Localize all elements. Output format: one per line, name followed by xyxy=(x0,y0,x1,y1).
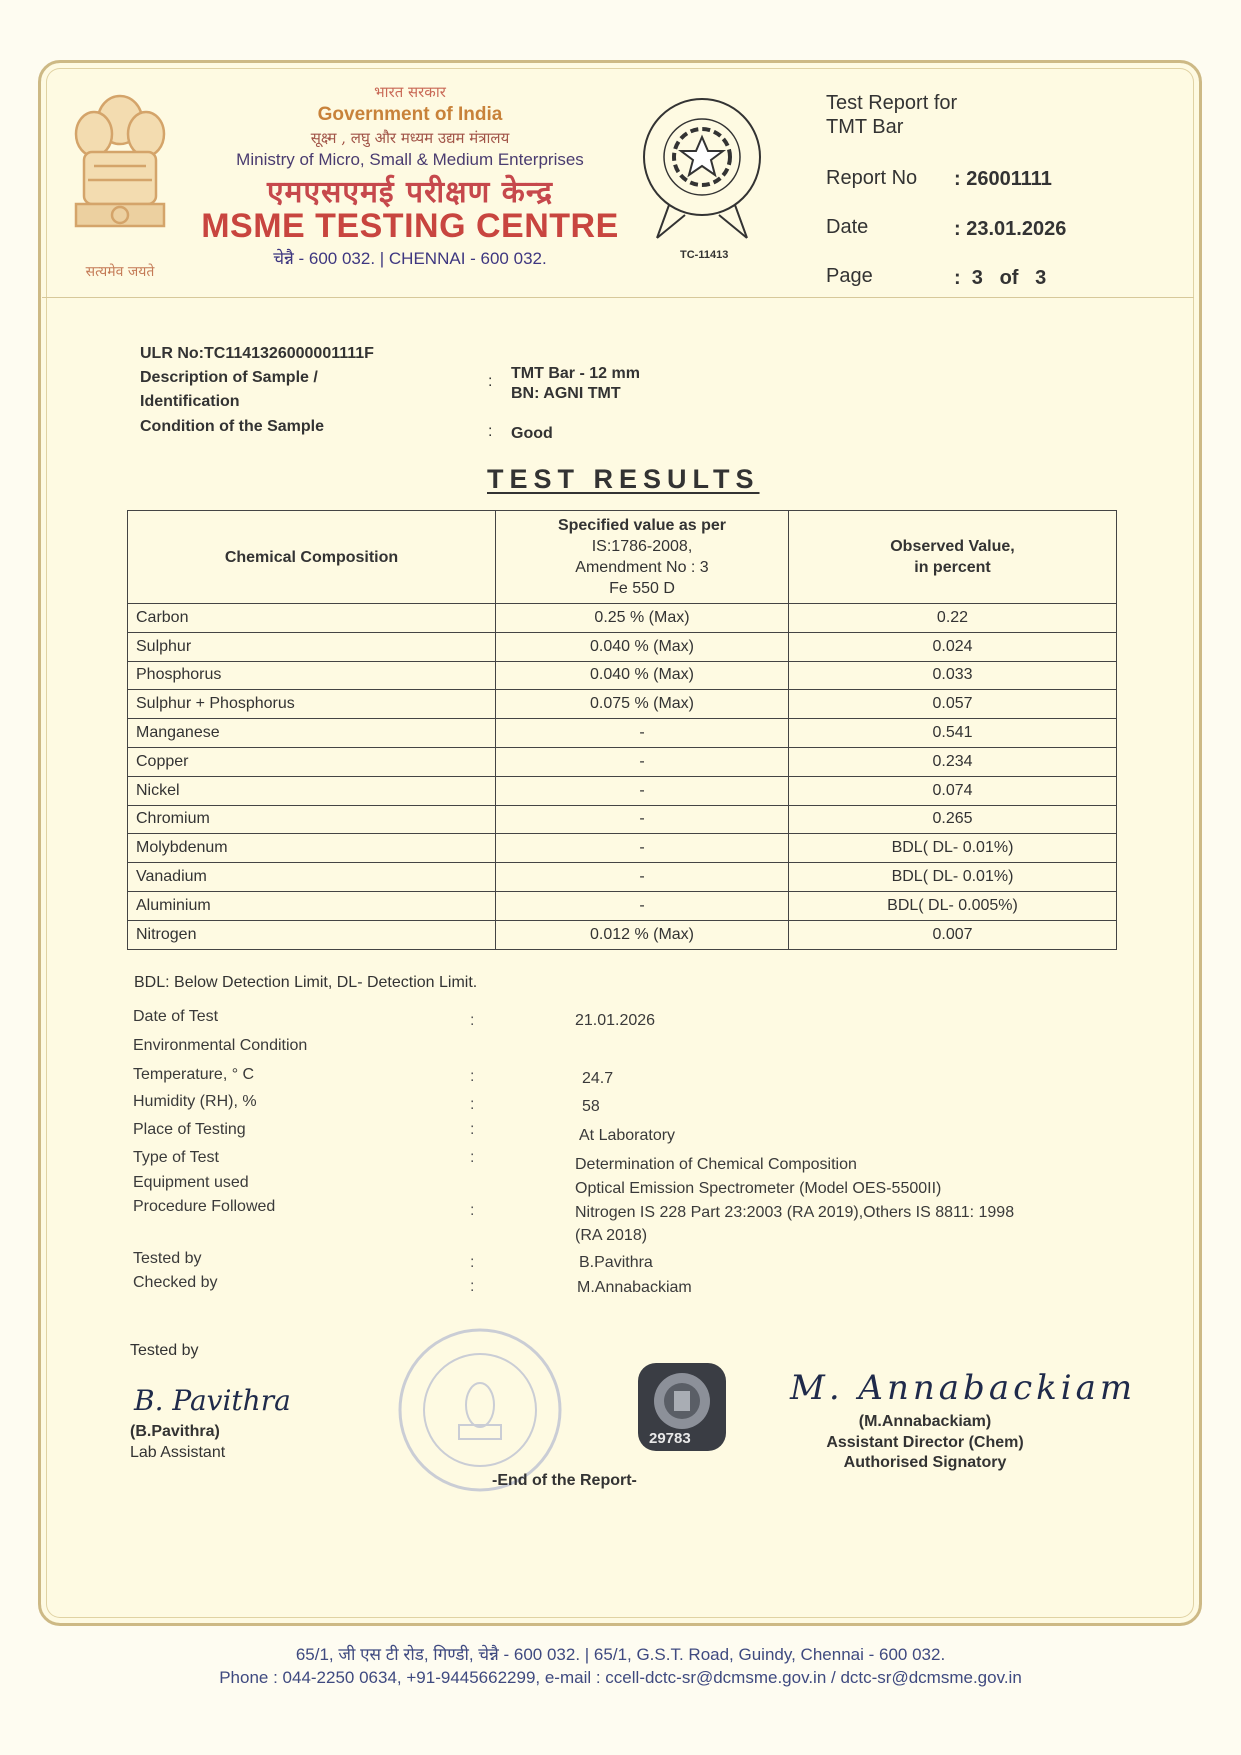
report-no-label: Report No xyxy=(826,167,918,189)
ministry-english-text: Ministry of Micro, Small & Medium Enterprises xyxy=(236,150,584,169)
spec-cell: 0.075 % (Max) xyxy=(496,690,789,719)
spec-cell: - xyxy=(496,834,789,863)
element-cell: Manganese xyxy=(128,719,496,748)
spec-cell: - xyxy=(496,863,789,892)
element-cell: Carbon xyxy=(128,604,496,633)
spec-cell: - xyxy=(496,776,789,805)
footer-contact: Phone : 044-2250 0634, +91-9445662299, e-mail : ccell-dctc-sr@dcmsme.gov.in / dctc-sr@dcmsme.gov.in xyxy=(219,1668,1022,1687)
colon: : xyxy=(470,1202,475,1219)
right-signatory-authority: Authorised Signatory xyxy=(843,1454,1007,1471)
page-label: Page xyxy=(826,265,873,287)
report-title-line1: Test Report for xyxy=(826,92,958,114)
ministry-hindi-text: सूक्ष्म , लघु और मध्यम उद्यम मंत्रालय xyxy=(310,129,510,147)
date-label: Date xyxy=(826,216,869,238)
spec-cell: 0.25 % (Max) xyxy=(496,604,789,633)
checked-by-value: M.Annabackiam xyxy=(577,1279,692,1296)
hologram-number: 29783 xyxy=(649,1430,691,1447)
description-label-1: Description of Sample / xyxy=(140,369,318,386)
spec-cell: - xyxy=(496,891,789,920)
results-table xyxy=(127,510,1117,950)
tested-by-label: Tested by xyxy=(133,1250,202,1267)
element-cell: Aluminium xyxy=(128,891,496,920)
type-of-test-value: Determination of Chemical Composition xyxy=(575,1156,857,1173)
humidity-label: Humidity (RH), % xyxy=(133,1093,257,1110)
observed-cell: 0.234 xyxy=(789,747,1117,776)
spec-cell: - xyxy=(496,719,789,748)
table-row xyxy=(128,661,1117,690)
element-cell: Chromium xyxy=(128,805,496,834)
left-signatory-name: (B.Pavithra) xyxy=(130,1423,220,1440)
colon: : xyxy=(470,1278,475,1295)
condition-label: Condition of the Sample xyxy=(140,418,324,435)
table-row xyxy=(128,891,1117,920)
element-cell: Vanadium xyxy=(128,863,496,892)
description-value-2: BN: AGNI TMT xyxy=(511,385,621,402)
temperature-value: 24.7 xyxy=(582,1070,614,1087)
left-signatory-role: Lab Assistant xyxy=(130,1444,226,1461)
footer-address: 65/1, जी एस टी रोड, गिण्डी, चेन्नै - 600 032. | 65/1, G.S.T. Road, Guindy, Chennai - 600 032. xyxy=(295,1645,946,1664)
element-cell: Sulphur xyxy=(128,632,496,661)
observed-cell: 0.541 xyxy=(789,719,1117,748)
observed-cell: 0.265 xyxy=(789,805,1117,834)
spec-cell: 0.040 % (Max) xyxy=(496,632,789,661)
table-row xyxy=(128,920,1117,949)
right-signatory-name: (M.Annabackiam) xyxy=(858,1413,992,1430)
description-value-1: TMT Bar - 12 mm xyxy=(511,365,640,382)
element-cell: Nickel xyxy=(128,776,496,805)
spec-cell: 0.012 % (Max) xyxy=(496,920,789,949)
colon: : xyxy=(470,1121,475,1138)
header-chemical-composition: Chemical Composition xyxy=(128,511,496,604)
description-label-2: Identification xyxy=(140,393,240,410)
header-specified-value: Specified value as per IS:1786-2008, Amendment No : 3 Fe 550 D xyxy=(496,511,789,604)
element-cell: Molybdenum xyxy=(128,834,496,863)
procedure-label: Procedure Followed xyxy=(133,1198,276,1215)
national-emblem-icon xyxy=(60,82,180,252)
table-row xyxy=(128,863,1117,892)
table-row xyxy=(128,747,1117,776)
element-cell: Sulphur + Phosphorus xyxy=(128,690,496,719)
place-of-testing-value: At Laboratory xyxy=(579,1127,676,1144)
header-divider xyxy=(42,297,1194,298)
right-signature: M. Annabackiam xyxy=(790,1368,1137,1408)
condition-value: Good xyxy=(511,425,553,442)
date-of-test-label: Date of Test xyxy=(133,1008,219,1025)
equipment-value: Optical Emission Spectrometer (Model OES-5500II) xyxy=(575,1180,942,1197)
ulr-number: ULR No:TC1141326000001111F xyxy=(140,345,374,362)
observed-cell: 0.033 xyxy=(789,661,1117,690)
test-results-title: TEST RESULTS xyxy=(487,464,760,494)
date-of-test-value: 21.01.2026 xyxy=(575,1012,656,1029)
observed-cell: 0.074 xyxy=(789,776,1117,805)
tested-by-heading: Tested by xyxy=(130,1342,199,1359)
observed-cell: 0.024 xyxy=(789,632,1117,661)
colon: : xyxy=(470,1012,475,1029)
right-signatory-role: Assistant Director (Chem) xyxy=(826,1434,1024,1451)
gov-hindi-text: भारत सरकार xyxy=(374,83,446,101)
observed-cell: BDL( DL- 0.01%) xyxy=(789,863,1117,892)
procedure-value-line2: (RA 2018) xyxy=(575,1227,648,1244)
header-observed-value: Observed Value, in percent xyxy=(789,511,1117,604)
equipment-label: Equipment used xyxy=(133,1174,249,1191)
spec-cell: - xyxy=(496,805,789,834)
spec-cell: 0.040 % (Max) xyxy=(496,661,789,690)
checked-by-label: Checked by xyxy=(133,1274,218,1291)
colon: : xyxy=(470,1254,475,1271)
colon: : xyxy=(470,1149,475,1166)
colon: : xyxy=(470,1068,475,1085)
type-of-test-label: Type of Test xyxy=(133,1149,219,1166)
observed-cell: 0.007 xyxy=(789,920,1117,949)
date-value: : 23.01.2026 xyxy=(954,218,1067,240)
centre-english-title: MSME TESTING CENTRE xyxy=(201,207,619,245)
bdl-note: BDL: Below Detection Limit, DL- Detection Limit. xyxy=(134,974,478,991)
element-cell: Phosphorus xyxy=(128,661,496,690)
observed-cell: BDL( DL- 0.005%) xyxy=(789,891,1117,920)
left-signature: B. Pavithra xyxy=(134,1384,291,1417)
table-row xyxy=(128,834,1117,863)
env-condition-label: Environmental Condition xyxy=(133,1037,308,1054)
centre-hindi-title: एमएसएमई परीक्षण केन्द्र xyxy=(266,175,554,210)
accreditation-seal-icon xyxy=(627,93,777,253)
office-stamp-icon xyxy=(395,1325,565,1495)
humidity-value: 58 xyxy=(582,1098,600,1115)
temperature-label: Temperature, ° C xyxy=(133,1066,255,1083)
page-value: : 3 of 3 xyxy=(954,267,1047,289)
report-title-line2: TMT Bar xyxy=(826,116,904,138)
spec-cell: - xyxy=(496,747,789,776)
table-row xyxy=(128,690,1117,719)
table-header-row xyxy=(128,511,1117,604)
table-row xyxy=(128,776,1117,805)
city-line: चेन्नै - 600 032. | CHENNAI - 600 032. xyxy=(273,249,547,268)
colon: : xyxy=(470,1096,475,1113)
observed-cell: 0.057 xyxy=(789,690,1117,719)
element-cell: Nitrogen xyxy=(128,920,496,949)
seal-code: TC-11413 xyxy=(680,249,729,261)
end-of-report: -End of the Report- xyxy=(492,1472,637,1489)
tested-by-value: B.Pavithra xyxy=(579,1254,653,1271)
condition-colon: : xyxy=(488,423,493,440)
procedure-value-line1: Nitrogen IS 228 Part 23:2003 (RA 2019),Others IS 8811: 1998 xyxy=(575,1204,1015,1221)
emblem-caption: सत्यमेव जयते xyxy=(85,264,155,280)
table-row xyxy=(128,805,1117,834)
table-row xyxy=(128,719,1117,748)
description-colon: : xyxy=(488,373,493,390)
table-row xyxy=(128,632,1117,661)
observed-cell: 0.22 xyxy=(789,604,1117,633)
observed-cell: BDL( DL- 0.01%) xyxy=(789,834,1117,863)
report-no-value: : 26001111 xyxy=(954,168,1052,190)
gov-english-text: Government of India xyxy=(317,104,503,125)
place-of-testing-label: Place of Testing xyxy=(133,1121,246,1138)
element-cell: Copper xyxy=(128,747,496,776)
table-row xyxy=(128,604,1117,633)
